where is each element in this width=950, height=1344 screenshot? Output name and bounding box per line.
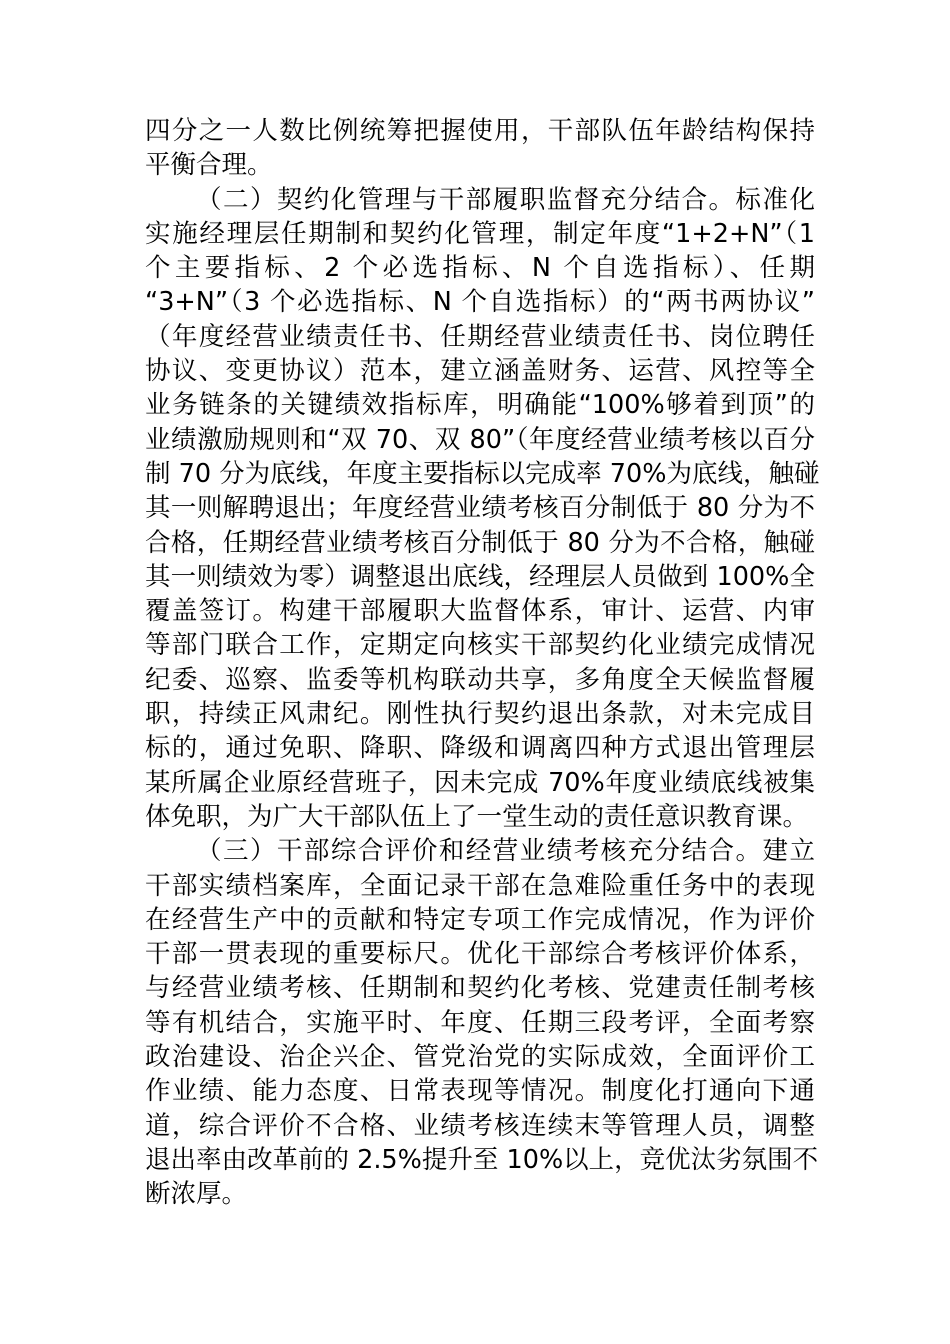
text-line: 合格，任期经营业绩考核百分制低于 80 分为不合格，触碰 [145,527,815,558]
text-line: 业绩激励规则和“双 70、双 80”（年度经营业绩考核以百分 [145,424,815,455]
text-line: 干部一贯表现的重要标尺。优化干部综合考核评价体系， [145,939,815,970]
text-line: 其一则解聘退出；年度经营业绩考核百分制低于 80 分为不 [145,493,815,524]
text-line: 业务链条的关键绩效指标库，明确能“100%够着到顶”的 [145,390,815,421]
section-heading-paragraph-start: （二）契约化管理与干部履职监督充分结合。标准化 [196,184,815,215]
text-line: 职，持续正风肃纪。刚性执行契约退出条款，对未完成目 [145,699,815,730]
text-line: 纪委、巡察、监委等机构联动共享，多角度全天候监督履 [145,664,815,695]
text-line: 覆盖签订。构建干部履职大监督体系，审计、运营、内审 [145,596,815,627]
section-heading-paragraph-start: （三）干部综合评价和经营业绩考核充分结合。建立 [196,836,815,867]
text-line: 在经营生产中的贡献和特定专项工作完成情况，作为评价 [145,904,815,935]
text-line: 个主要指标、2 个必选指标、N 个自选指标）、任期 [145,253,815,284]
text-line: 断浓厚。 [145,1179,248,1210]
text-line: 道，综合评价不合格、业绩考核连续末等管理人员，调整 [145,1110,815,1141]
text-line: 某所属企业原经营班子，因未完成 70%年度业绩底线被集 [145,767,815,798]
text-line: “3+N”（3 个必选指标、N 个自选指标）的“两书两协议” [145,287,815,318]
text-line: 协议、变更协议）范本，建立涵盖财务、运营、风控等全 [145,356,815,387]
text-line: 退出率由改革前的 2.5%提升至 10%以上，竞优汰劣氛围不 [145,1144,819,1175]
text-line: 平衡合理。 [145,150,273,181]
text-line: 体免职，为广大干部队伍上了一堂生动的责任意识教育课。 [145,801,809,832]
text-line: 标的，通过免职、降职、降级和调离四种方式退出管理层 [145,733,815,764]
text-line: 其一则绩效为零）调整退出底线，经理层人员做到 100%全 [145,561,815,592]
text-line: 四分之一人数比例统筹把握使用，干部队伍年龄结构保持 [145,116,815,146]
text-line: 实施经理层任期制和契约化管理，制定年度“1+2+N”（1 [145,218,815,249]
text-line: 政治建设、治企兴企、管党治党的实际成效，全面评价工 [145,1042,815,1073]
text-line: 干部实绩档案库，全面记录干部在急难险重任务中的表现 [145,870,815,901]
body-text [145,114,820,1212]
text-line: 制 70 分为底线，年度主要指标以完成率 70%为底线，触碰 [145,458,820,489]
text-line: 等有机结合，实施平时、年度、任期三段考评，全面考察 [145,1007,815,1038]
text-line: 等部门联合工作，定期定向核实干部契约化业绩完成情况 [145,630,815,661]
text-line: 作业绩、能力态度、日常表现等情况。制度化打通向下通 [145,1076,815,1107]
text-line: 与经营业绩考核、任期制和契约化考核、党建责任制考核 [145,973,815,1004]
text-line: （年度经营业绩责任书、任期经营业绩责任书、岗位聘任 [145,321,815,352]
